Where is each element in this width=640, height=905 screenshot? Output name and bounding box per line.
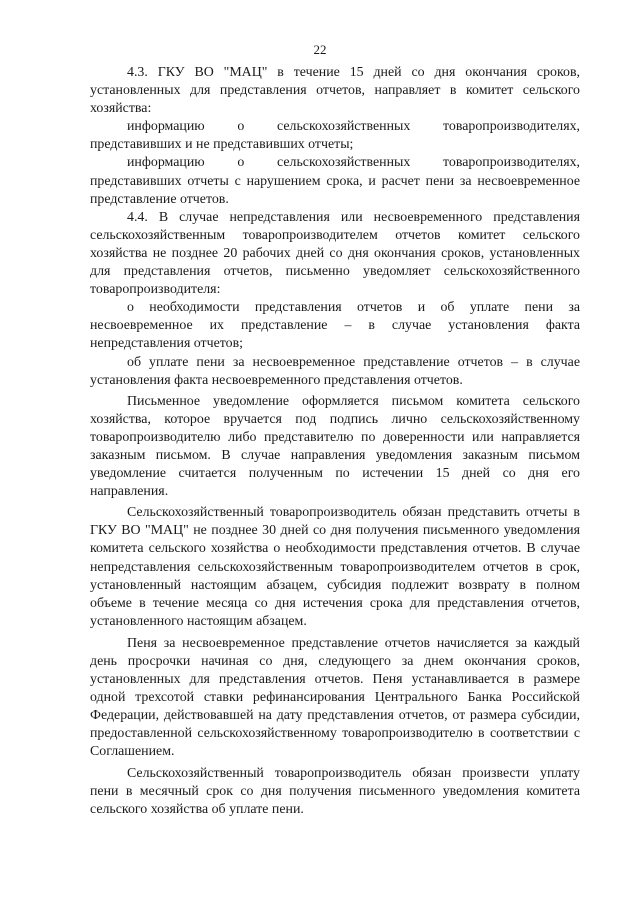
paragraph-necessity: о необходимости представления отчетов и об уплате пени за несвоевременное их представление – в случае установления факта непредставления отчетов;: [90, 300, 580, 352]
paragraph-info-submitted: информацию о сельскохозяйственных товаропроизводителях, представивших и не представивших отчеты;: [90, 119, 580, 153]
paragraph-penalty-payment: Сельскохозяйственный товаропроизводитель обязан произвести уплату пени в месячный срок со дня получения письменного уведомления комитета сельского хозяйства об уплате пени.: [90, 765, 580, 817]
page-number: 22: [313, 42, 327, 57]
paragraph-info-late: информацию о сельскохозяйственных товаропроизводителях, представивших отчеты с нарушением срока, и расчет пени за несвоевременное представление отчетов.: [90, 155, 580, 207]
document-body: [90, 64, 580, 819]
paragraph-penalty-calc: Пеня за несвоевременное представление отчетов начисляется за каждый день просрочки начиная со дня, следующего за днем окончания сроков, установленных для представления отчетов. Пеня устанавливается в размере одной трехсотой ставки рефинансирования Центрального Банка Российской Федерации, действовавшей на дату представления отчетов, от размера субсидии, предоставленной сельскохозяйственному товаропроизводителю в соответствии с Соглашением.: [90, 635, 580, 760]
paragraph-4-4: 4.4. В случае непредставления или несвоевременного представления сельскохозяйственным товаропроизводителем отчетов комитет сельского хозяйства не позднее 20 рабочих дней со дня окончания сроков, установленных для представления отчетов, письменно уведомляет сельскохозяйственного товаропроизводителя:: [90, 209, 580, 298]
paragraph-obligation-reports: Сельскохозяйственный товаропроизводитель обязан представить отчеты в ГКУ ВО "МАЦ" не позднее 30 дней со дня получения письменного уведомления комитета сельского хозяйства о необходимости представления отчетов. В случае непредставления сельскохозяйственным товаропроизводителем отчетов в срок, установленный настоящим абзацем, субсидия подлежит возврату в полном объеме в течение месяца со дня истечения срока для представления отчетов, установленного настоящим абзацем.: [90, 505, 580, 629]
paragraph-penalty-late: об уплате пени за несвоевременное представление отчетов – в случае установления факта несвоевременного представления отчетов.: [90, 354, 580, 388]
paragraph-notification: Письменное уведомление оформляется письмом комитета сельского хозяйства, которое вручается под подпись лично сельскохозяйственному товаропроизводителю либо представителю по доверенности или направляется заказным письмом. В случае направления уведомления заказным письмом уведомление считается полученным по истечении 15 дней со дня его направления.: [90, 393, 580, 500]
paragraph-4-3: 4.3. ГКУ ВО "МАЦ" в течение 15 дней со дня окончания сроков, установленных для представления отчетов, направляет в комитет сельского хозяйства:: [90, 65, 580, 117]
